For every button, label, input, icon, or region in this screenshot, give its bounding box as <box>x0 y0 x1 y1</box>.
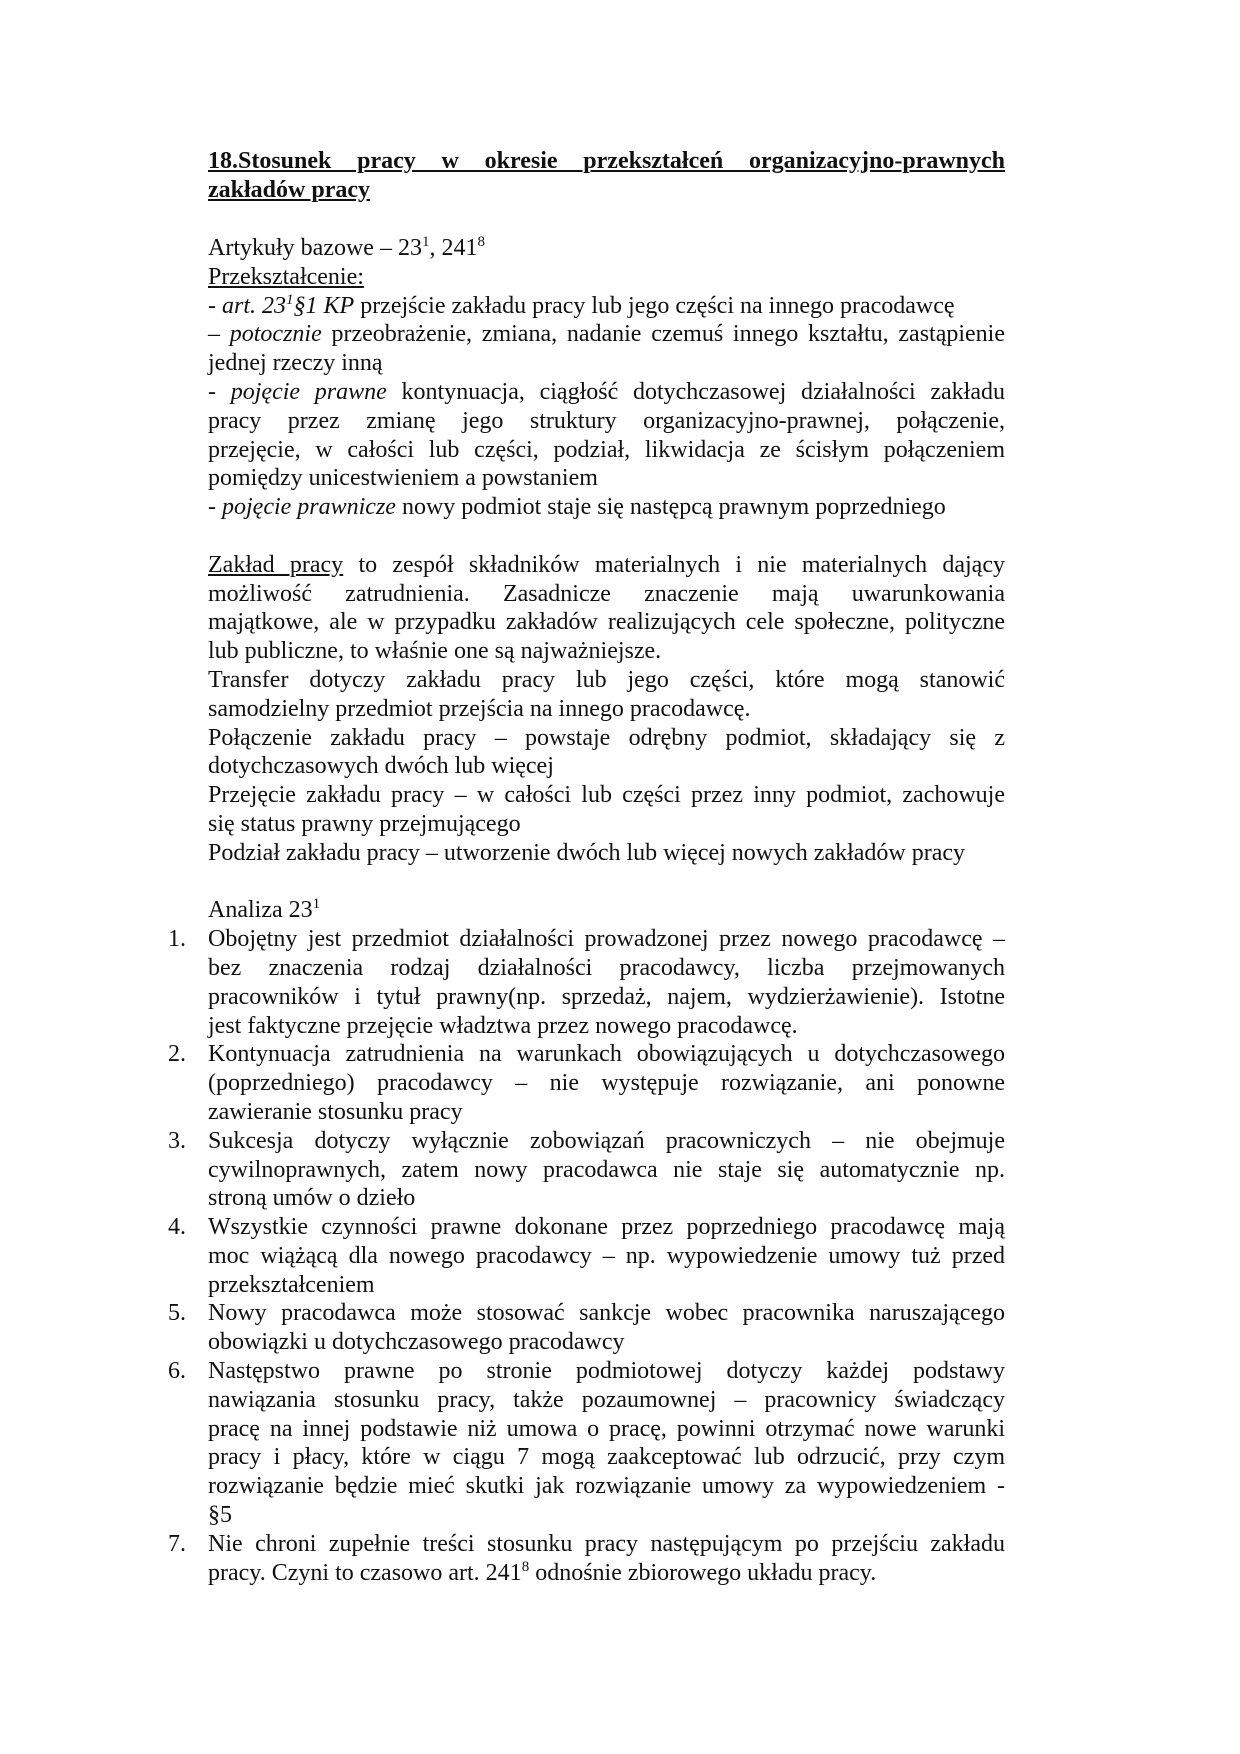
list-item-line <box>168 1299 1005 1328</box>
text-run: pracy. Czyni to czasowo art. 241 <box>208 1559 522 1586</box>
title-line: 18.Stosunek pracy w okresie przekształceń organizacyjno-prawnych <box>208 148 1005 174</box>
text-run: samodzielny przedmiot przejścia na innego pracodawcę. <box>208 695 751 722</box>
text-run: kontynuacja, ciągłość dotychczasowej działalności zakładu <box>386 378 1005 405</box>
numbered-list-item <box>168 925 1005 1040</box>
text-run: – <box>208 321 230 348</box>
text-run: możliwość zatrudnienia. Zasadnicze znaczenie mają uwarunkowania <box>208 580 1005 607</box>
numbered-list-item <box>168 1299 1005 1357</box>
list-item-line <box>208 1443 1005 1472</box>
definition-line <box>208 752 1005 781</box>
analysis-heading <box>208 896 1005 925</box>
list-item-line <box>208 1012 1005 1041</box>
text-run: jest faktyczne przejęcie władztwa przez nowego pracodawcę. <box>208 1012 798 1039</box>
list-item-line <box>208 1156 1005 1185</box>
list-item-line <box>208 1386 1005 1415</box>
italic-term: art. 23 <box>222 292 287 319</box>
text-run: cywilnoprawnych, zatem nowy pracodawca nie staje się automatycznie np. <box>208 1156 1005 1183</box>
list-item-line <box>208 1271 1005 1300</box>
definition-line <box>208 551 1005 580</box>
text-run: , 241 <box>429 235 478 261</box>
text-run: Nowy pracodawca może stosować sankcje wobec pracownika naruszającego <box>208 1300 1005 1327</box>
numbered-list-item <box>168 1357 1005 1530</box>
definition-line <box>208 608 1005 637</box>
text-run: przejście zakładu pracy lub jego części na innego pracodawcę <box>354 292 955 319</box>
definition-line <box>208 637 1005 666</box>
intro-line <box>208 263 1005 292</box>
text-run: Transfer dotyczy zakładu pracy lub jego części, które mogą stanowić <box>208 666 1005 693</box>
text-run: bez znaczenia rodzaj działalności pracodawcy, liczba przejmowanych <box>208 954 1005 981</box>
list-item-line <box>168 925 1005 954</box>
text-run: zawieranie stosunku pracy <box>208 1098 463 1125</box>
intro-section <box>208 234 1005 522</box>
list-item-line <box>208 1472 1005 1501</box>
text-run: obowiązki u dotychczasowego pracodawcy <box>208 1329 625 1356</box>
text-run: pracy przez zmianę jego struktury organizacyjno-prawnej, połączenie, <box>208 407 1005 434</box>
text-run: pracy i płacy, które w ciągu 7 mogą zaakceptować lub odrzucić, przy czym <box>208 1444 1005 1471</box>
text-run: Następstwo prawne po stronie podmiotowej dotyczy każdej podstawy <box>208 1358 1005 1385</box>
text-run: Obojętny jest przedmiot działalności prowadzonej przez nowego pracodawcę – <box>208 926 1005 953</box>
text-run: Połączenie zakładu pracy – powstaje odrębny podmiot, składający się z <box>208 724 1005 751</box>
intro-line <box>208 320 1005 349</box>
list-number: 6. <box>168 1358 186 1385</box>
list-item-line <box>208 1501 1005 1530</box>
intro-line <box>208 464 1005 493</box>
list-item-line <box>208 1242 1005 1271</box>
superscript: 1 <box>312 896 321 913</box>
list-item-line <box>168 1357 1005 1386</box>
definition-line <box>208 580 1005 609</box>
text-run: pracę na innej podstawie niż umowa o pracę, powinni otrzymać nowe warunki <box>208 1415 1005 1442</box>
list-item-line <box>168 1213 1005 1242</box>
numbered-list-item <box>168 1040 1005 1126</box>
analysis-section <box>168 896 1005 1587</box>
definition-line <box>208 839 1005 868</box>
text-run: pomiędzy unicestwieniem a powstaniem <box>208 465 598 492</box>
numbered-list-item <box>168 1213 1005 1299</box>
blank-line <box>208 522 1005 551</box>
text-run: - <box>208 494 222 521</box>
text-run: pracowników i tytuł prawny(np. sprzedaż, najem, wydzierżawienie). Istotne <box>208 983 1005 1010</box>
underlined-term: Przekształcenie: <box>208 263 364 290</box>
definition-line <box>208 724 1005 753</box>
list-item-line <box>208 1415 1005 1444</box>
definition-line <box>208 666 1005 695</box>
definition-line <box>208 695 1005 724</box>
numbered-list-item <box>168 1127 1005 1213</box>
intro-line <box>208 234 1005 263</box>
text-run: Podział zakładu pracy – utworzenie dwóch lub więcej nowych zakładów pracy <box>208 839 966 866</box>
list-item-line <box>208 1069 1005 1098</box>
superscript: 1 <box>286 291 294 308</box>
list-item-line <box>208 954 1005 983</box>
list-item-line <box>208 1328 1005 1357</box>
list-item-line <box>208 983 1005 1012</box>
list-item-line <box>208 1184 1005 1213</box>
text-run: nowy podmiot staje się następcą prawnym poprzedniego <box>395 494 946 521</box>
blank-line <box>208 868 1005 897</box>
list-item-line <box>168 1040 1005 1069</box>
title-line: zakładów pracy <box>208 176 370 203</box>
text-run: przeobrażenie, zmiana, nadanie czemuś innego kształtu, zastąpienie <box>321 321 1005 348</box>
document-title <box>208 146 1005 204</box>
text-run: Artykuły bazowe – 23 <box>208 235 422 261</box>
text-run: §5 <box>208 1502 232 1529</box>
text-run: nawiązania stosunku pracy, także pozaumownej – pracownicy świadczący <box>208 1386 1005 1413</box>
list-item-line <box>168 1530 1005 1559</box>
text-run: - <box>208 378 231 405</box>
text-run: (poprzedniego) pracodawcy – nie występuje rozwiązanie, ani ponowne <box>208 1070 1005 1097</box>
italic-term: pojęcie prawnicze <box>222 494 396 521</box>
text-run: moc wiążącą dla nowego pracodawcy – np. wypowiedzenie umowy tuż przed <box>208 1242 1005 1269</box>
list-number: 3. <box>168 1127 186 1154</box>
text-run: Kontynuacja zatrudnienia na warunkach obowiązujących u dotychczasowego <box>208 1041 1005 1068</box>
superscript: 1 <box>421 234 430 250</box>
list-number: 1. <box>168 926 186 953</box>
text-run: Analiza 23 <box>208 897 313 924</box>
text-run: się status prawny przejmującego <box>208 810 521 837</box>
italic-term: potocznie <box>229 321 322 348</box>
superscript: 8 <box>477 234 485 250</box>
text-run: przejęcie, w całości lub części, podział, likwidacja ze ścisłym połączeniem <box>208 436 1005 463</box>
list-item-line <box>168 1127 1005 1156</box>
list-item-line <box>208 1559 1005 1588</box>
intro-line <box>208 493 1005 522</box>
intro-line <box>208 349 1005 378</box>
list-number: 2. <box>168 1041 186 1068</box>
underlined-term: Zakład pracy <box>208 551 344 578</box>
text-run: stroną umów o dzieło <box>208 1185 416 1212</box>
intro-line <box>208 378 1005 407</box>
definitions-section <box>208 551 1005 868</box>
text-run: rozwiązanie będzie mieć skutki jak rozwiązanie umowy za wypowiedzeniem - <box>208 1473 1005 1500</box>
list-number: 7. <box>168 1530 186 1557</box>
text-run: Wszystkie czynności prawne dokonane przez poprzedniego pracodawcę mają <box>208 1214 1005 1241</box>
intro-line <box>208 292 1005 321</box>
text-run: to zespół składników materialnych i nie materialnych dający <box>343 551 1005 578</box>
definition-line <box>208 781 1005 810</box>
italic-term: pojęcie prawne <box>230 378 387 405</box>
document-body <box>168 234 1005 1587</box>
text-run: dotychczasowych dwóch lub więcej <box>208 753 554 780</box>
list-number: 5. <box>168 1300 186 1327</box>
list-number: 4. <box>168 1214 186 1241</box>
text-run: lub publiczne, to właśnie one są najważniejsze. <box>208 638 662 665</box>
text-run: przekształceniem <box>208 1271 375 1298</box>
text-run: Sukcesja dotyczy wyłącznie zobowiązań pracowniczych – nie obejmuje <box>208 1127 1005 1154</box>
intro-line <box>208 436 1005 465</box>
definition-line <box>208 810 1005 839</box>
numbered-list-item <box>168 1530 1005 1588</box>
text-run: majątkowe, ale w przypadku zakładów realizujących cele społeczne, polityczne <box>208 609 1005 636</box>
intro-line <box>208 407 1005 436</box>
italic-term: §1 KP <box>293 292 355 319</box>
text-run: - <box>208 292 222 319</box>
text-run: jednej rzeczy inną <box>208 350 383 377</box>
list-item-line <box>208 1098 1005 1127</box>
text-run: Przejęcie zakładu pracy – w całości lub części przez inny podmiot, zachowuje <box>208 782 1005 809</box>
text-run: odnośnie zbiorowego układu pracy. <box>529 1559 877 1586</box>
superscript: 8 <box>521 1558 530 1575</box>
text-run: Nie chroni zupełnie treści stosunku pracy następującym po przejściu zakładu <box>208 1530 1005 1557</box>
